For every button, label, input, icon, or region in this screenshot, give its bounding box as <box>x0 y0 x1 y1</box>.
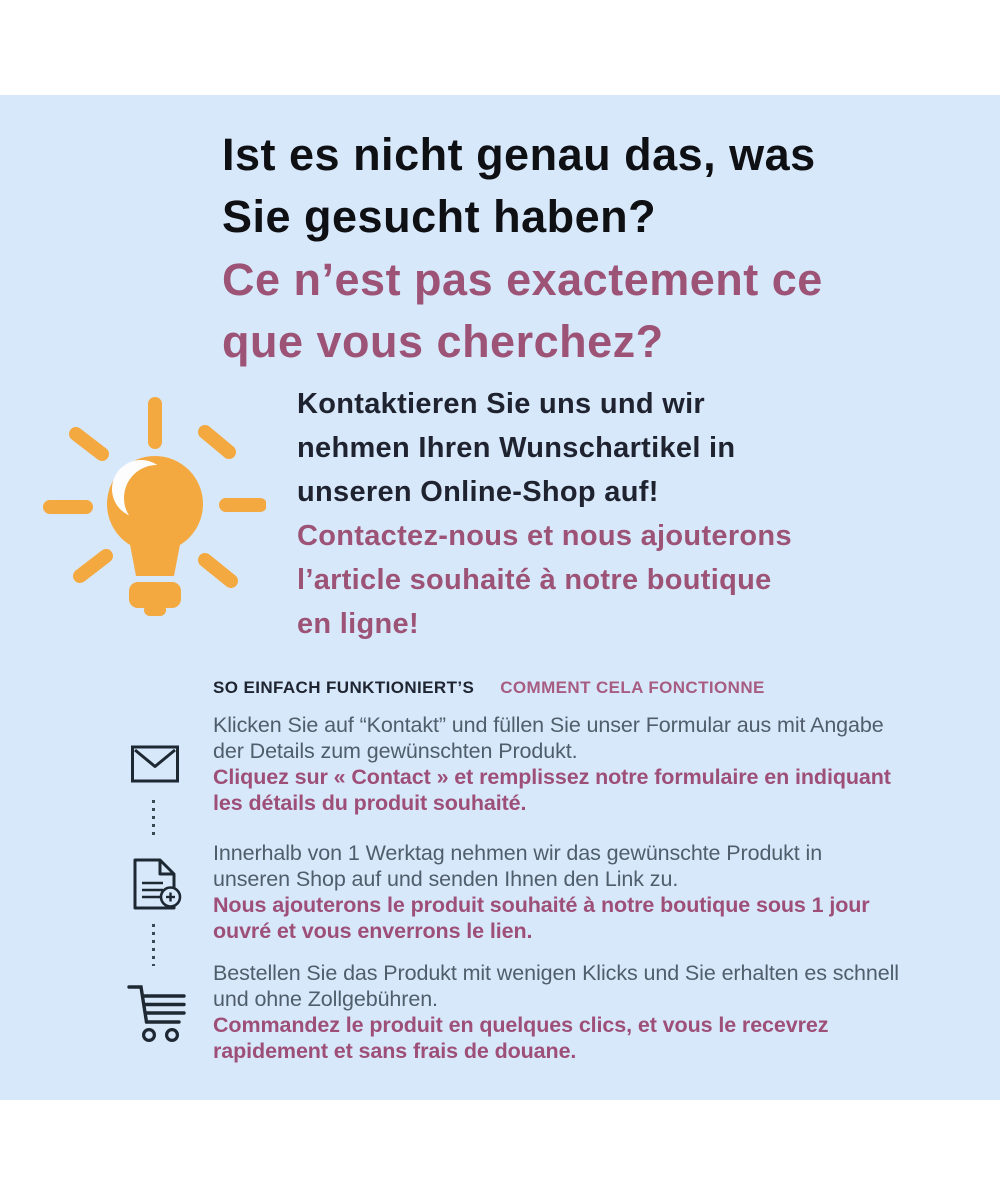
intro-line-fr: Contactez-nous et nous ajouterons <box>297 520 792 552</box>
step-line-fr: les détails du produit souhaité. <box>213 791 527 815</box>
dotted-connector <box>152 800 155 838</box>
intro-line-de: unseren Online-Shop auf! <box>297 476 659 508</box>
headline-line: Ist es nicht genau das, was <box>222 129 816 180</box>
intro-line-de: nehmen Ihren Wunschartikel in <box>297 432 736 464</box>
headline-french <box>222 249 823 373</box>
step-line-de: Innerhalb von 1 Werktag nehmen wir das gewünschte Produkt in <box>213 841 823 865</box>
headline-german <box>222 124 816 248</box>
dotted-connector <box>152 924 155 966</box>
shopping-cart-icon <box>121 982 191 1044</box>
lightbulb-icon <box>42 392 266 626</box>
step-line-fr: ouvré et vous enverrons le lien. <box>213 919 533 943</box>
step-line-de: Klicken Sie auf “Kontakt” und füllen Sie unser Formular aus mit Angabe <box>213 713 884 737</box>
intro-line-fr: en ligne! <box>297 608 419 640</box>
envelope-icon <box>130 744 180 784</box>
how-it-works-label-fr: COMMENT CELA FONCTIONNE <box>500 678 765 697</box>
intro-paragraph <box>297 382 792 646</box>
step-line-fr: Cliquez sur « Contact » et remplissez notre formulaire en indiquant <box>213 765 891 789</box>
step-line-de: der Details zum gewünschten Produkt. <box>213 739 578 763</box>
how-it-works-label-de: SO EINFACH FUNKTIONIERT’S <box>213 678 475 697</box>
document-add-icon <box>124 856 182 914</box>
headline-line: Ce n’est pas exactement ce <box>222 254 823 305</box>
step-2-text <box>213 840 870 944</box>
intro-line-de: Kontaktieren Sie uns und wir <box>297 388 706 420</box>
step-line-de: Bestellen Sie das Produkt mit wenigen Klicks und Sie erhalten es schnell <box>213 961 899 985</box>
step-line-fr: Nous ajouterons le produit souhaité à notre boutique sous 1 jour <box>213 893 870 917</box>
step-line-fr: rapidement et sans frais de douane. <box>213 1039 577 1063</box>
step-line-de: und ohne Zollgebühren. <box>213 987 438 1011</box>
step-1-text <box>213 712 891 816</box>
intro-line-fr: l’article souhaité à notre boutique <box>297 564 772 596</box>
step-line-fr: Commandez le produit en quelques clics, et vous le recevrez <box>213 1013 829 1037</box>
headline-line: Sie gesucht haben? <box>222 191 657 242</box>
step-line-de: unseren Shop auf und senden Ihnen den Link zu. <box>213 867 679 891</box>
headline-line: que vous cherchez? <box>222 316 664 367</box>
step-3-text <box>213 960 899 1064</box>
how-it-works-heading <box>213 678 765 698</box>
